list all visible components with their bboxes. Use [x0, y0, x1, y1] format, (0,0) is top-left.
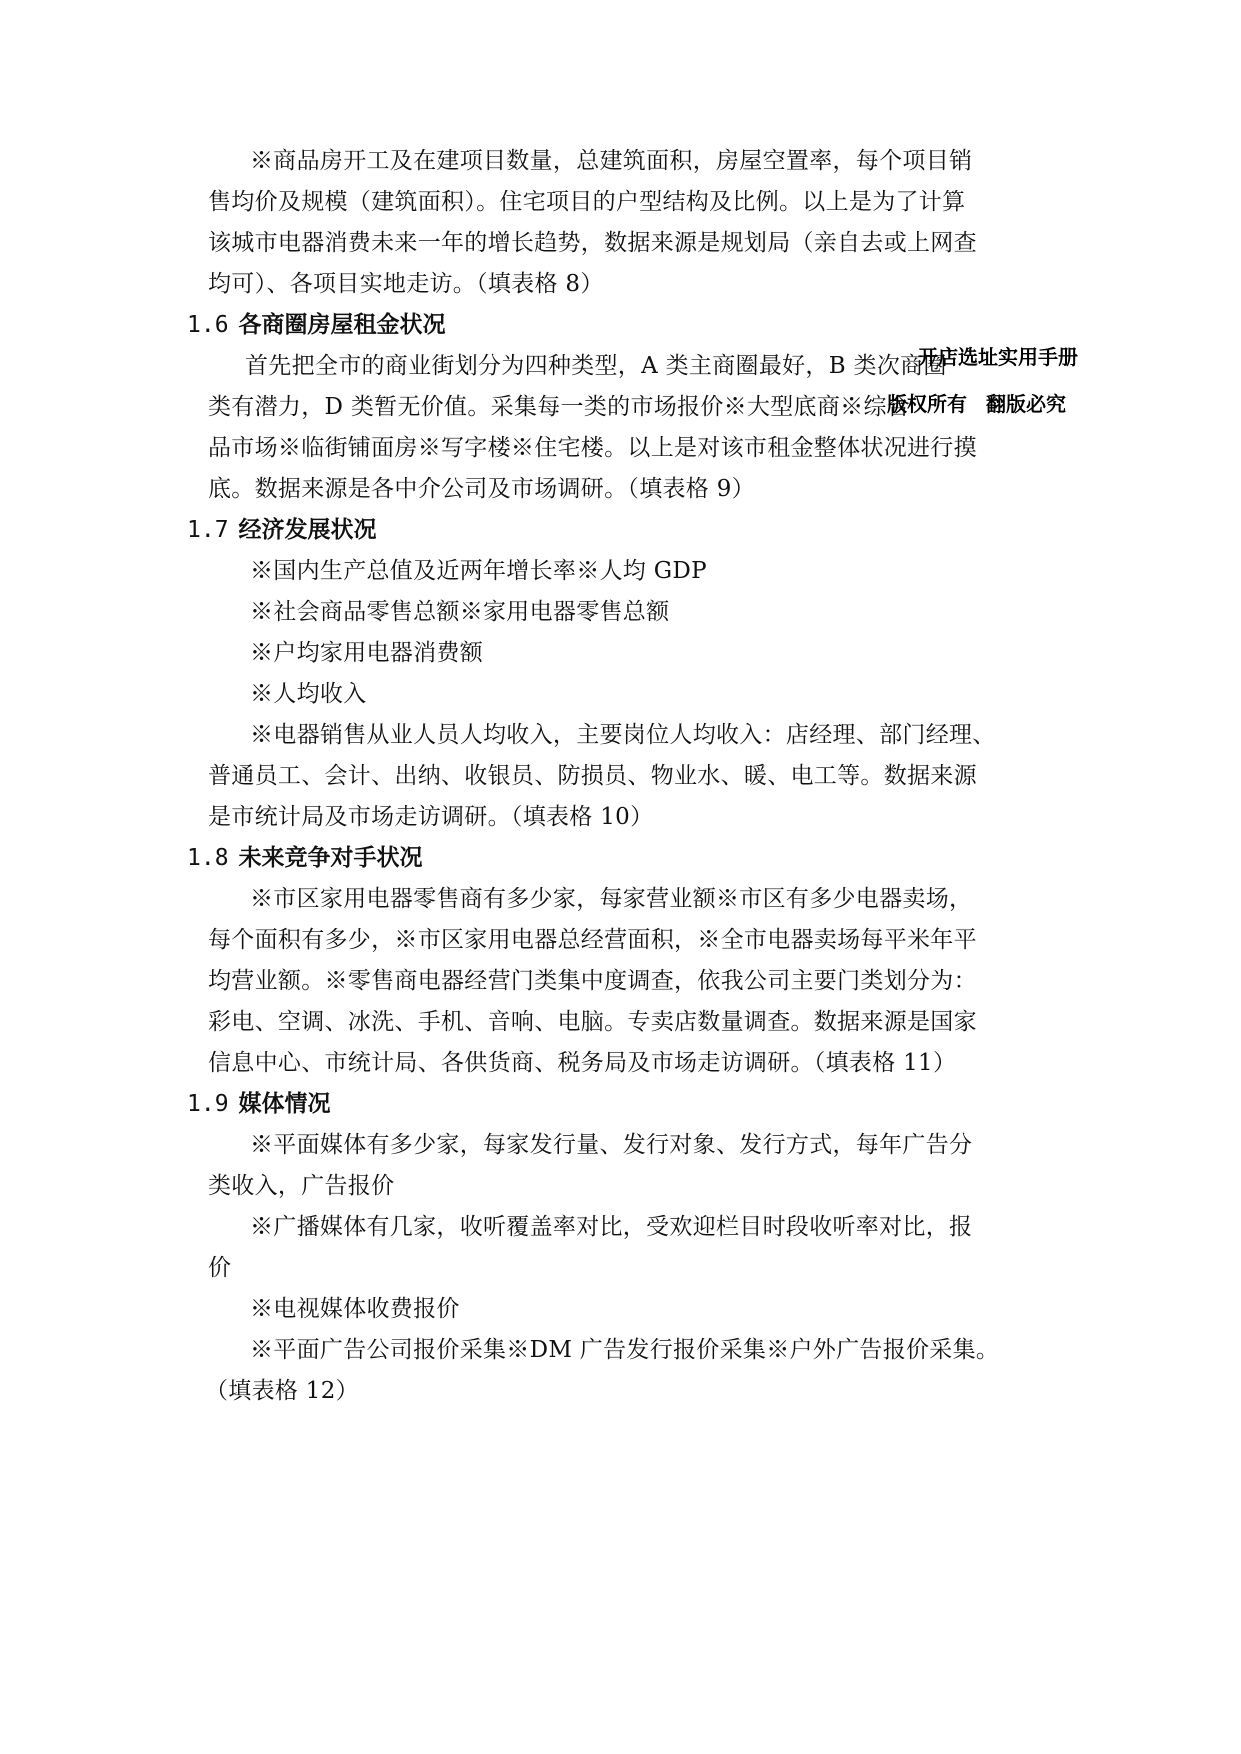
paragraph-line: 首先把全市的商业街划分为四种类型，A 类主商圈最好，B 类次商圈 — [245, 353, 947, 379]
copyright-stamp-piracy: 翻版必究 — [986, 392, 1066, 416]
paragraph-line: 均可）、各项目实地走访。（填表格 8） — [208, 271, 604, 297]
section-heading-1-7 — [187, 515, 377, 545]
paragraph-line: ※户均家用电器消费额 — [250, 640, 483, 666]
paragraph-line: 信息中心、市统计局、各供货商、税务局及市场走访调研。（填表格 11） — [208, 1050, 957, 1076]
paragraph-line: ※社会商品零售总额※家用电器零售总额 — [250, 599, 670, 625]
paragraph-line: 该城市电器消费未来一年的增长趋势，数据来源是规划局（亲自去或上网查 — [208, 230, 977, 256]
paragraph-line: ※商品房开工及在建项目数量，总建筑面积，房屋空置率，每个项目销 — [250, 148, 973, 174]
section-number: 1.8 — [187, 845, 229, 871]
paragraph-line: 售均价及规模（建筑面积）。住宅项目的户型结构及比例。以上是为了计算 — [208, 189, 966, 215]
section-title: 经济发展状况 — [238, 517, 377, 543]
section-title: 各商圈房屋租金状况 — [238, 312, 446, 338]
section-title: 媒体情况 — [238, 1091, 331, 1117]
section-heading-1-6 — [187, 310, 446, 340]
section-number: 1.6 — [187, 312, 229, 338]
paragraph-line: 类有潜力，D 类暂无价值。采集每一类的市场报价※大型底商※综合 — [208, 394, 911, 420]
paragraph-line: 均营业额。※零售商电器经营门类集中度调查，依我公司主要门类划分为： — [208, 968, 977, 994]
paragraph-line: 是市统计局及市场走访调研。（填表格 10） — [208, 804, 654, 830]
paragraph-line: 类收入，广告报价 — [208, 1173, 395, 1199]
paragraph-line: ※市区家用电器零售商有多少家，每家营业额※市区有多少电器卖场， — [250, 886, 973, 912]
paragraph-line: ※电视媒体收费报价 — [250, 1296, 460, 1322]
paragraph-line: 底。数据来源是各中介公司及市场调研。（填表格 9） — [208, 476, 755, 502]
paragraph-line: 价 — [208, 1255, 232, 1281]
paragraph-line: ※人均收入 — [250, 681, 367, 707]
copyright-stamp-rights: 版权所有 — [887, 392, 967, 416]
section-heading-1-9 — [187, 1089, 331, 1119]
paragraph-line: 普通员工、会计、出纳、收银员、防损员、物业水、暖、电工等。数据来源 — [208, 763, 977, 789]
paragraph-line: ※广播媒体有几家，收听覆盖率对比，受欢迎栏目时段收听率对比，报 — [250, 1214, 973, 1240]
paragraph-line: ※平面广告公司报价采集※DM 广告发行报价采集※户外广告报价采集。 — [250, 1337, 1000, 1363]
paragraph-line: （填表格 12） — [205, 1378, 359, 1404]
paragraph-line: 每个面积有多少，※市区家用电器总经营面积，※全市电器卖场每平米年平 — [208, 927, 977, 953]
section-number: 1.9 — [187, 1091, 229, 1117]
paragraph-line: ※平面媒体有多少家，每家发行量、发行对象、发行方式，每年广告分 — [250, 1132, 973, 1158]
paragraph-line: ※电器销售从业人员人均收入，主要岗位人均收入：店经理、部门经理、 — [250, 722, 996, 748]
section-heading-1-8 — [187, 843, 423, 873]
paragraph-line: 彩电、空调、冰洗、手机、音响、电脑。专卖店数量调查。数据来源是国家 — [208, 1009, 977, 1035]
section-title: 未来竞争对手状况 — [238, 845, 423, 871]
paragraph-line: ※国内生产总值及近两年增长率※人均 GDP — [250, 558, 707, 584]
section-number: 1.7 — [187, 517, 229, 543]
copyright-stamp-title: 开店选址实用手册 — [918, 345, 1078, 369]
paragraph-line: 品市场※临街铺面房※写字楼※住宅楼。以上是对该市租金整体状况进行摸 — [208, 435, 977, 461]
